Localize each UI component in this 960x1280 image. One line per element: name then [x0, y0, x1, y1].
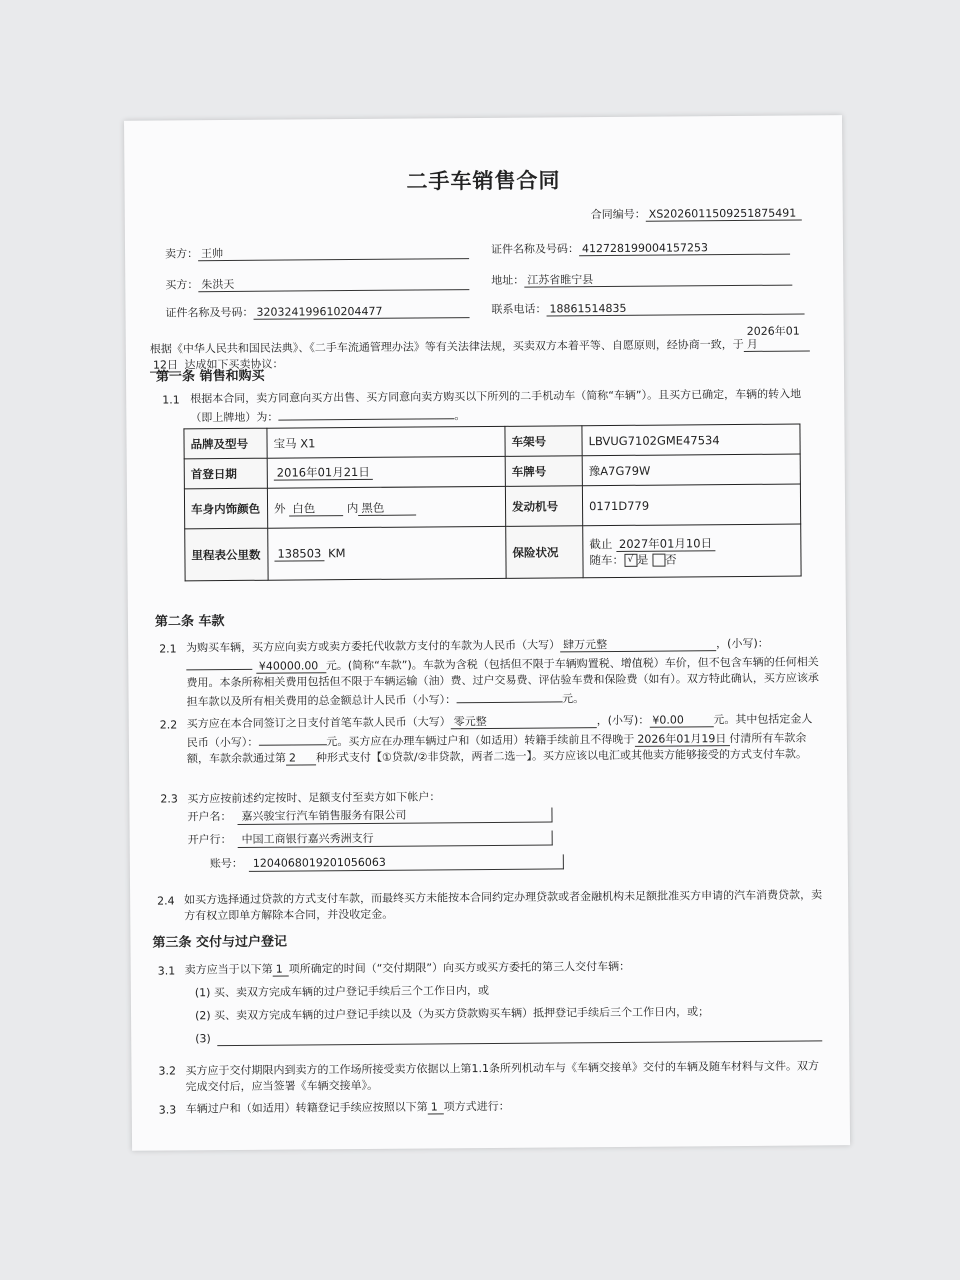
clause-3-1 — [185, 960, 631, 977]
engine-label: 发动机号 — [505, 486, 582, 527]
seller-value: 王帅 — [198, 245, 469, 261]
interior-label: 内 — [346, 500, 359, 515]
clause-2-2-text-e: 付清所有车款余额，车款余款通过第 — [186, 731, 807, 766]
preamble — [150, 324, 818, 373]
clause-2-1-text-b: ，(小写)： — [716, 636, 769, 651]
registration-place-blank — [278, 405, 454, 420]
price-uppercase: 肆万元整 — [560, 637, 716, 652]
clause-2-2-text-b: ，(小写)： — [596, 713, 650, 728]
phone-value: 18861514835 — [546, 300, 804, 316]
buyer-id-label: 证件名称及号码： — [165, 305, 254, 320]
account-number-label: 账号： — [209, 856, 243, 871]
account-name-value: 嘉兴骏宝行汽车销售服务有限公司 — [237, 807, 552, 824]
clause-2-2-number: 2.2 — [159, 718, 178, 732]
clause-3-3-number: 3.3 — [158, 1103, 177, 1117]
first-reg-cell — [267, 456, 505, 488]
buyer-id-row — [165, 304, 469, 320]
account-name-row — [187, 807, 552, 825]
buyer-row — [165, 276, 469, 292]
delivery-option-3: (3) — [195, 1032, 211, 1046]
clause-2-1 — [186, 635, 821, 710]
seller-id-value: 412728199004157253 — [579, 241, 790, 257]
insurance-no-checkbox[interactable] — [652, 553, 665, 566]
clause-2-1-text-c: 元。(简称“车款”)。车款为含税（包括但不限于车辆购置税、增值税）车价，但不包含车辆的任何相关费用。本条所称相关费用包括但不限于车辆运输（油）费、过户交易费、评估验车费和保险费（如有）。双方特此确认，买方应该承担车款以及所有相关费用的总金额总计人民币（小写）： — [186, 655, 819, 709]
mileage-unit: KM — [328, 546, 346, 561]
delivery-option-3-blank — [217, 1040, 822, 1046]
transfer-option: 1 — [428, 1100, 444, 1114]
account-number-row — [210, 854, 564, 872]
clause-3-3-text-b: 项方式进行： — [443, 1099, 510, 1114]
color-label: 车身内饰颜色 — [184, 488, 267, 529]
buyer-value: 朱洪天 — [198, 276, 469, 292]
clause-2-4-text: 如买方选择通过贷款的方式支付车款，而最终买方未能按本合同约定办理贷款或者金融机构未足额批准买方申请的汽车消费贷款，卖方有权立即单方解除本合同，并没收定金。 — [184, 888, 823, 923]
buyer-label: 买方： — [165, 278, 199, 292]
article-3-title: 第三条 交付与过户登记 — [152, 934, 288, 951]
delivery-option: 1 — [273, 963, 289, 977]
vin-value: LBVUG7102GME47534 — [582, 424, 800, 456]
contract-number-label: 合同编号： — [590, 207, 646, 222]
vin-label: 车架号 — [505, 426, 582, 457]
account-bank-value: 中国工商银行嘉兴秀洲支行 — [238, 830, 553, 847]
vehicle-info-table — [183, 424, 801, 582]
clause-2-4-number: 2.4 — [157, 894, 175, 908]
deposit-blank — [258, 731, 326, 746]
delivery-option-1: (1) 买、卖双方完成车辆的过户登记手续后三个工作日内，或 — [194, 983, 489, 1000]
engine-value: 0171D779 — [582, 484, 800, 526]
clause-3-1-text-b: 项所确定的时间（“交付期限”）向买方或买方委托的第三人交付车辆： — [288, 959, 631, 976]
phone-label: 联系电话： — [491, 302, 547, 316]
insurance-no-label: 否 — [665, 551, 677, 567]
seller-label: 卖方： — [165, 247, 199, 261]
brand-label: 品牌及型号 — [184, 428, 267, 459]
address-value: 江苏省睢宁县 — [524, 272, 792, 288]
first-reg-value: 2016年01月21日 — [274, 466, 373, 481]
price-blank — [186, 656, 252, 671]
sign-date-day: 12日 — [150, 358, 181, 372]
account-bank-row — [188, 830, 553, 848]
contract-number — [591, 206, 802, 222]
mileage-value: 138503 — [274, 547, 324, 561]
address-label: 地址： — [491, 273, 525, 287]
plate-value: 豫A7G79W — [582, 454, 800, 486]
exterior-value: 白色 — [289, 502, 343, 516]
clause-2-2-text-f: 种形式支付【①贷款/②非贷款，两者二选一】。买方应该以电汇或其他卖方能够接受的方式支付车款。 — [315, 747, 807, 765]
interior-value: 黑色 — [358, 501, 416, 515]
insurance-expiry — [589, 534, 794, 552]
clause-3-1-number: 3.1 — [157, 964, 176, 978]
final-payment-date: 2026年01月19日 — [634, 732, 729, 747]
contract-number-value: XS2026011509251875491 — [646, 206, 802, 221]
preamble-text: 根据《中华人民共和国民法典》、《二手车流通管理办法》等有关法律法规，买卖双方本着平等、自愿原则，经协商一致，于 — [149, 337, 744, 356]
exterior-label: 外 — [274, 501, 286, 516]
clause-3-2-number: 3.2 — [158, 1064, 177, 1078]
clause-2-3-number: 2.3 — [160, 792, 178, 806]
clause-2-1-number: 2.1 — [159, 642, 177, 656]
insurance-cell — [583, 524, 801, 578]
mileage-label: 里程表公里数 — [185, 528, 268, 581]
phone-row — [491, 300, 804, 316]
insurance-with-car — [589, 550, 794, 568]
clause-2-1-text-a: 为购买车辆，买方应向卖方或卖方委托代收款方支付的车款为人民币（大写） — [186, 638, 561, 655]
clause-2-2-text-c: 元。其中包括定金人民币（小写）： — [186, 712, 813, 750]
clause-1-1 — [190, 386, 818, 426]
preamble-end: 达成如下买卖协议： — [184, 357, 284, 372]
clause-2-2-text-a: 买方应在本合同签订之日支付首笔车款人民币（大写） — [186, 715, 451, 731]
account-name-label: 开户名： — [187, 809, 232, 824]
first-payment-uppercase: 零元整 — [451, 714, 597, 729]
article-1-title: 第一条 销售和购买 — [155, 368, 265, 385]
insurance-date: 2027年01月10日 — [616, 537, 715, 552]
clause-1-1-number: 1.1 — [162, 393, 180, 407]
plate-label: 车牌号 — [505, 456, 582, 487]
color-cell — [267, 486, 505, 528]
first-payment-amount: ¥0.00 — [649, 713, 713, 728]
address-row — [491, 272, 792, 288]
seller-id-label: 证件名称及号码： — [490, 242, 580, 256]
clause-1-1-text: 根据本合同，卖方同意向买方出售、买方同意向卖方购买以下所列的二手机动车（简称“车辆”）。且买方已确定，车辆的转入地（即上牌地）为： — [190, 387, 802, 425]
clause-3-3 — [186, 1100, 510, 1117]
clause-1-1-end: 。 — [454, 409, 466, 423]
total-amount-blank — [456, 688, 562, 703]
price-amount: ¥40000.00 — [256, 659, 326, 674]
contract-page — [124, 115, 850, 1151]
page-title: 二手车销售合同 — [406, 168, 561, 194]
account-number-value: 1204068019201056063 — [249, 854, 564, 871]
first-reg-label: 首登日期 — [184, 458, 267, 489]
clause-2-2 — [187, 711, 821, 767]
clause-3-1-text-a: 卖方应当于以下第 — [184, 962, 273, 977]
mileage-cell — [268, 526, 506, 580]
insurance-prefix: 截止 — [589, 536, 613, 551]
sign-date-month: 2026年01月 — [744, 324, 810, 352]
clause-2-3-text: 买方应按前述约定按时、足额支付至卖方如下帐户： — [187, 790, 441, 806]
account-bank-label: 开户行： — [187, 832, 232, 847]
payment-method: 2 — [286, 751, 316, 765]
insurance-yes-label: 是 — [636, 552, 649, 567]
article-2-title: 第二条 车款 — [154, 614, 225, 630]
delivery-option-2: (2) 买、卖双方完成车辆的过户登记手续以及（为买方贷款购买车辆）抵押登记手续后三个工作日内，或； — [194, 1005, 710, 1023]
seller-row — [165, 245, 469, 261]
clause-3-3-text-a: 车辆过户和（如适用）转籍登记手续应按照以下第 — [185, 1100, 428, 1116]
insurance-with-label: 随车： — [589, 552, 625, 567]
clause-2-1-end: 元。 — [562, 692, 585, 706]
seller-id-row — [491, 241, 790, 257]
clause-3-2-text: 买方应于交付期限内到卖方的工作场所接受卖方依据以上第1.1条所列机动车与《车辆交接单》交付的车辆及随车材料与文件。双方完成交付后，应当签署《车辆交接单》。 — [185, 1059, 820, 1094]
brand-value: 宝马 X1 — [267, 426, 505, 458]
buyer-id-value: 320324199610204477 — [253, 304, 469, 320]
insurance-label: 保险状况 — [506, 526, 583, 579]
insurance-yes-checkbox[interactable]: √ — [624, 553, 637, 566]
clause-2-2-text-d: 元。买方应在办理车辆过户和（如适用）转籍手续前且不得晚于 — [326, 732, 635, 749]
